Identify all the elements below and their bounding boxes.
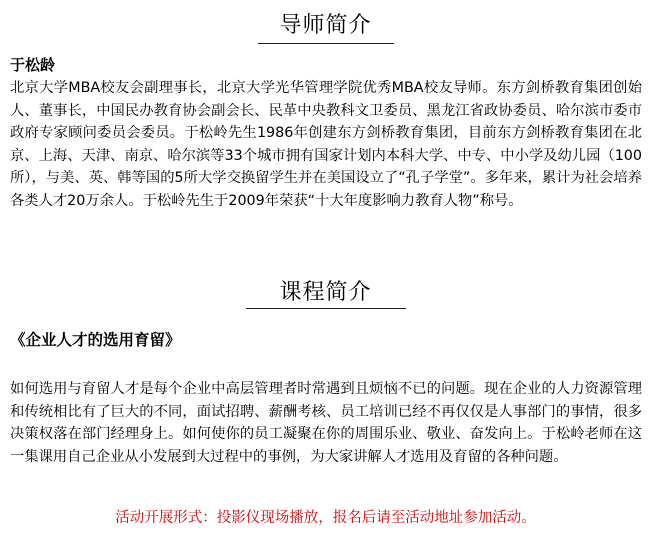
activity-notice: 活动开展形式：投影仪现场播放，报名后请至活动地址参加活动。 xyxy=(115,510,536,526)
mentor-bio: 北京大学MBA校友会副理事长，北京大学光华管理学院优秀MBA校友导师。东方剑桥教育集团创始人、董事长，中国民办教育协会副会长、民革中央教科文卫委员、黑龙江省政协委员、哈尔滨市委市政府专家顾问委员会委员。于松岭先生1986年创建东方剑桥教育集团，目前东方剑桥教育集团在北京、上海、天津、南京、哈尔滨等33个城市拥有国家计划内本科大学、中专、中小学及幼儿园（100所），与美、英、韩等国的5所大学交换留学生并在美国设立了“孔子学堂”。多年来，累计为社会培养各类人才20万余人。于松岭先生于2009年荣获“十大年度影响力教育人物”称号。 xyxy=(10,80,642,209)
course-heading: 课程简介 xyxy=(279,280,372,305)
course-heading-underline xyxy=(246,308,406,309)
course-description: 如何选用与育留人才是每个企业中高层管理者时常遇到且烦恼不已的问题。现在企业的人力资源管理和传统相比有了巨大的不同，面试招聘、薪酬考核、员工培训已经不再仅仅是人事部门的事情，很多决策权落在部门经理身上。如何使你的员工凝聚在你的周围乐业、敬业、奋发向上。于松岭老师在这一集课用自己企业从小发展到大过程中的事例，为大家讲解人才选用及育留的各种问题。 xyxy=(10,381,642,465)
course-title: 《企业人才的选用育留》 xyxy=(10,331,181,349)
mentor-heading-underline xyxy=(258,43,394,44)
mentor-name: 于松龄 xyxy=(10,56,56,74)
mentor-heading: 导师简介 xyxy=(279,13,372,38)
